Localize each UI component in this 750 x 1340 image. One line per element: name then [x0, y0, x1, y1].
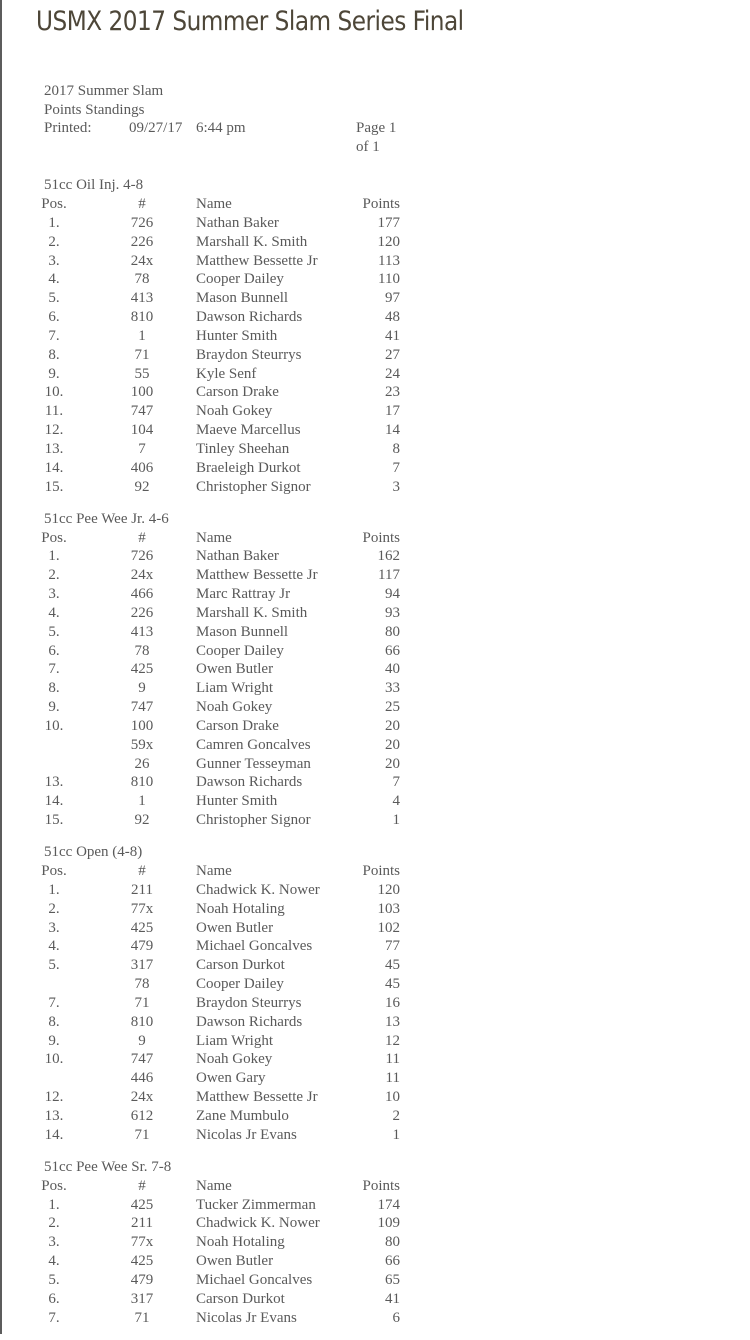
rider-number: 59x [130, 736, 154, 753]
rider-name: Christopher Signor [196, 478, 311, 495]
section-title: 51cc Open (4-8) [44, 844, 143, 860]
rider-number: 24x [130, 252, 154, 269]
rider-position: 1. [48, 214, 60, 231]
rider-points: 174 [377, 1196, 400, 1213]
rider-number: 726 [130, 548, 154, 565]
rider-points: 120 [377, 233, 400, 250]
rider-name: Michael Goncalves [196, 938, 313, 955]
rider-number: 413 [130, 623, 154, 640]
rider-name: Owen Butler [196, 1253, 274, 1270]
table-row [0, 881, 750, 900]
rider-number: 810 [130, 774, 154, 791]
rider-number: 226 [130, 233, 154, 250]
column-header-row [0, 529, 750, 548]
rider-name: Carson Drake [196, 384, 279, 401]
rider-name: Matthew Bessette Jr [196, 252, 318, 269]
rider-position: 4. [48, 271, 60, 288]
rider-number: 810 [130, 1013, 154, 1030]
rider-points: 93 [385, 604, 400, 621]
rider-name: Gunner Tesseyman [196, 755, 311, 772]
table-row [0, 1088, 750, 1107]
rider-points: 14 [385, 422, 400, 439]
rider-position: 4. [48, 1253, 60, 1270]
table-row [0, 736, 750, 755]
rider-position: 12. [44, 1089, 64, 1106]
rider-number: 612 [130, 1107, 154, 1124]
rider-points: 24 [385, 365, 400, 382]
table-row [0, 365, 750, 384]
rider-name: Nicolas Jr Evans [196, 1309, 297, 1326]
column-header-points: Points [362, 196, 400, 212]
rider-name: Noah Gokey [196, 403, 273, 420]
rider-points: 102 [377, 919, 400, 936]
table-row [0, 459, 750, 478]
rider-position: 6. [48, 1290, 60, 1307]
printed-label: Printed: [44, 120, 92, 137]
section-title: 51cc Pee Wee Sr. 7-8 [44, 1158, 172, 1175]
rider-position: 7. [48, 994, 60, 1011]
table-row [0, 327, 750, 346]
rider-position: 10. [44, 717, 64, 734]
rider-position: 8. [48, 680, 60, 697]
rider-name: Dawson Richards [196, 309, 303, 326]
rider-position: 10. [44, 384, 64, 401]
rider-position: 3. [48, 252, 60, 269]
rider-number: 92 [134, 812, 150, 829]
rider-number: 466 [130, 586, 154, 603]
table-row [0, 679, 750, 698]
page-title: USMX 2017 Summer Slam Series Final [36, 6, 464, 37]
rider-number: 425 [130, 1253, 154, 1270]
rider-number: 810 [130, 309, 154, 326]
rider-points: 41 [385, 327, 400, 344]
rider-name: Carson Durkot [196, 957, 285, 974]
rider-number: 78 [134, 976, 150, 993]
rider-number: 413 [130, 290, 154, 307]
table-row [0, 773, 750, 792]
rider-points: 17 [385, 403, 400, 420]
rider-name: Mason Bunnell [196, 290, 289, 307]
rider-points: 48 [385, 309, 400, 326]
rider-number: 55 [134, 365, 150, 382]
column-header-points: Points [362, 863, 400, 879]
column-header-name: Name [196, 196, 232, 212]
rider-position: 6. [48, 642, 60, 659]
rider-points: 12 [385, 1032, 400, 1049]
printed-date: 09/27/17 [129, 120, 183, 137]
rider-points: 117 [378, 567, 400, 584]
rider-number: 77x [130, 1234, 154, 1251]
rider-position: 5. [48, 623, 60, 640]
standings-list [0, 176, 750, 1340]
rider-name: Cooper Dailey [196, 271, 284, 288]
report-subtitle: Points Standings [44, 101, 145, 118]
rider-position: 15. [44, 478, 64, 495]
table-row [0, 937, 750, 956]
rider-points: 103 [377, 900, 400, 917]
rider-position: 8. [48, 346, 60, 363]
table-row [0, 547, 750, 566]
rider-position: 13. [44, 1107, 64, 1124]
standings-section [0, 843, 750, 1145]
rider-name: Hunter Smith [196, 793, 278, 810]
rider-points: 27 [385, 346, 400, 363]
rider-points: 94 [385, 586, 400, 603]
rider-name: Braydon Steurrys [196, 346, 302, 363]
column-header-name: Name [196, 1177, 232, 1194]
rider-position: 3. [48, 586, 60, 603]
table-row [0, 642, 750, 661]
table-row [0, 975, 750, 994]
printed-time: 6:44 pm [196, 120, 246, 137]
table-row [0, 1252, 750, 1271]
rider-number: 24x [130, 567, 154, 584]
rider-name: Marshall K. Smith [196, 233, 308, 250]
table-row [0, 660, 750, 679]
rider-number: 9 [138, 1032, 146, 1049]
table-row [0, 717, 750, 736]
table-row [0, 1032, 750, 1051]
rider-position: 5. [48, 1271, 60, 1288]
column-header-name: Name [196, 529, 232, 546]
table-row [0, 604, 750, 623]
column-header-number: # [138, 863, 146, 879]
rider-position: 1. [48, 548, 60, 565]
printed-line [44, 119, 404, 155]
rider-number: 211 [131, 1215, 153, 1232]
rider-position: 14. [44, 793, 64, 810]
rider-points: 80 [385, 1234, 400, 1251]
section-title: 51cc Oil Inj. 4-8 [44, 177, 144, 193]
rider-points: 33 [385, 680, 400, 697]
rider-position: 7. [48, 1309, 60, 1326]
rider-position: 5. [48, 290, 60, 307]
rider-number: 1 [138, 793, 146, 810]
table-row [0, 698, 750, 717]
table-row [0, 346, 750, 365]
rider-number: 747 [130, 403, 154, 420]
rider-points: 13 [385, 1013, 400, 1030]
rider-name: Michael Goncalves [196, 1271, 313, 1288]
table-row [0, 214, 750, 233]
rider-position: 11. [44, 403, 64, 420]
rider-position: 3. [48, 1234, 60, 1251]
rider-name: Tucker Zimmerman [196, 1196, 316, 1213]
rider-name: Owen Butler [196, 661, 274, 678]
rider-position: 2. [48, 900, 60, 917]
column-header-row [0, 862, 750, 881]
table-row [0, 1013, 750, 1032]
rider-name: Nathan Baker [196, 548, 279, 565]
column-header-pos: Pos. [41, 196, 67, 212]
table-row [0, 383, 750, 402]
table-row [0, 1214, 750, 1233]
table-row [0, 421, 750, 440]
rider-points: 40 [385, 661, 400, 678]
rider-points: 97 [385, 290, 400, 307]
rider-name: Cooper Dailey [196, 642, 284, 659]
rider-position: 9. [48, 1032, 60, 1049]
table-row [0, 308, 750, 327]
rider-points: 20 [385, 717, 400, 734]
rider-points: 3 [392, 478, 400, 495]
rider-name: Carson Durkot [196, 1290, 285, 1307]
table-row [0, 1271, 750, 1290]
rider-position: 2. [48, 1215, 60, 1232]
rider-points: 41 [385, 1290, 400, 1307]
rider-position: 14. [44, 1126, 64, 1143]
rider-points: 113 [378, 252, 400, 269]
table-row [0, 585, 750, 604]
rider-number: 92 [134, 478, 150, 495]
rider-name: Braeleigh Durkot [196, 459, 301, 476]
rider-points: 4 [392, 793, 400, 810]
page-number: Page 1 of 1 [356, 120, 397, 155]
rider-name: Marc Rattray Jr [196, 586, 291, 603]
rider-name: Braydon Steurrys [196, 994, 302, 1011]
table-row [0, 1107, 750, 1126]
rider-name: Kyle Senf [196, 365, 257, 382]
rider-points: 45 [385, 957, 400, 974]
rider-position: 5. [48, 957, 60, 974]
rider-number: 100 [130, 384, 154, 401]
table-row [0, 900, 750, 919]
table-row [0, 956, 750, 975]
table-row [0, 1069, 750, 1088]
rider-position: 7. [48, 661, 60, 678]
table-row [0, 755, 750, 774]
table-row [0, 478, 750, 497]
rider-name: Owen Gary [196, 1070, 266, 1087]
table-row [0, 1290, 750, 1309]
rider-points: 7 [392, 774, 400, 791]
rider-name: Matthew Bessette Jr [196, 567, 318, 584]
rider-points: 6 [392, 1309, 400, 1326]
rider-number: 317 [130, 1290, 154, 1307]
rider-points: 109 [377, 1215, 400, 1232]
rider-name: Mason Bunnell [196, 623, 289, 640]
table-row [0, 994, 750, 1013]
rider-name: Liam Wright [196, 1032, 274, 1049]
rider-number: 317 [130, 957, 154, 974]
rider-position: 15. [44, 812, 64, 829]
rider-points: 8 [392, 440, 400, 457]
rider-number: 78 [134, 271, 150, 288]
column-header-pos: Pos. [41, 863, 67, 879]
rider-points: 16 [385, 994, 400, 1011]
rider-points: 65 [385, 1271, 400, 1288]
column-header-pos: Pos. [41, 529, 67, 546]
rider-number: 747 [130, 699, 154, 716]
rider-name: Hunter Smith [196, 327, 278, 344]
rider-number: 26 [134, 755, 150, 772]
table-row [0, 811, 750, 830]
table-row [0, 289, 750, 308]
table-row [0, 566, 750, 585]
rider-name: Zane Mumbulo [196, 1107, 289, 1124]
rider-position: 2. [48, 567, 60, 584]
standings-section [0, 1158, 750, 1328]
column-header-points: Points [362, 1177, 400, 1194]
rider-name: Liam Wright [196, 680, 274, 697]
rider-name: Chadwick K. Nower [196, 1215, 320, 1232]
rider-number: 100 [130, 717, 154, 734]
table-row [0, 440, 750, 459]
rider-points: 162 [377, 548, 400, 565]
table-row [0, 270, 750, 289]
report-name: 2017 Summer Slam [44, 83, 164, 99]
rider-number: 726 [130, 214, 154, 231]
rider-points: 66 [385, 642, 400, 659]
column-header-points: Points [362, 529, 400, 546]
rider-name: Noah Hotaling [196, 900, 285, 917]
rider-position: 1. [48, 881, 60, 898]
rider-name: Nathan Baker [196, 214, 279, 231]
rider-points: 10 [385, 1089, 400, 1106]
rider-number: 446 [130, 1070, 154, 1087]
column-header-number: # [138, 1177, 146, 1194]
rider-number: 747 [130, 1051, 154, 1068]
rider-points: 2 [392, 1107, 400, 1124]
rider-points: 20 [385, 755, 400, 772]
standings-section [0, 176, 750, 497]
rider-position: 4. [48, 604, 60, 621]
rider-position: 9. [48, 699, 60, 716]
rider-position: 13. [44, 440, 64, 457]
table-row [0, 792, 750, 811]
table-row [0, 252, 750, 271]
table-row [0, 623, 750, 642]
rider-points: 7 [392, 459, 400, 476]
rider-points: 11 [385, 1051, 400, 1068]
rider-number: 406 [130, 459, 154, 476]
rider-name: Cooper Dailey [196, 976, 284, 993]
rider-points: 45 [385, 976, 400, 993]
rider-position: 1. [48, 1196, 60, 1213]
rider-name: Dawson Richards [196, 1013, 303, 1030]
column-header-number: # [138, 529, 146, 546]
rider-name: Noah Hotaling [196, 1234, 285, 1251]
rider-number: 1 [138, 327, 146, 344]
rider-position: 10. [44, 1051, 64, 1068]
rider-points: 1 [392, 812, 400, 829]
table-row [0, 1050, 750, 1069]
rider-points: 23 [385, 384, 400, 401]
table-row [0, 919, 750, 938]
rider-points: 11 [385, 1070, 400, 1087]
rider-position: 14. [44, 459, 64, 476]
rider-name: Nicolas Jr Evans [196, 1126, 297, 1143]
rider-name: Carson Drake [196, 717, 279, 734]
column-header-row [0, 1177, 750, 1196]
rider-name: Marshall K. Smith [196, 604, 308, 621]
rider-points: 20 [385, 736, 400, 753]
rider-position: 6. [48, 309, 60, 326]
rider-name: Chadwick K. Nower [196, 881, 320, 898]
column-header-row [0, 195, 750, 214]
rider-position: 4. [48, 938, 60, 955]
rider-points: 77 [385, 938, 400, 955]
rider-number: 71 [134, 1309, 150, 1326]
rider-name: Noah Gokey [196, 1051, 273, 1068]
rider-points: 80 [385, 623, 400, 640]
column-header-pos: Pos. [41, 1177, 67, 1194]
rider-number: 211 [131, 881, 153, 898]
column-header-number: # [138, 196, 146, 212]
rider-name: Christopher Signor [196, 812, 311, 829]
rider-number: 78 [134, 642, 150, 659]
rider-number: 425 [130, 919, 154, 936]
rider-position: 13. [44, 774, 64, 791]
rider-points: 1 [392, 1126, 400, 1143]
rider-position: 8. [48, 1013, 60, 1030]
rider-number: 71 [134, 346, 150, 363]
rider-name: Noah Gokey [196, 699, 273, 716]
rider-points: 120 [377, 881, 400, 898]
rider-points: 177 [377, 214, 400, 231]
report-header [44, 82, 404, 155]
rider-number: 7 [138, 440, 146, 457]
rider-position: 9. [48, 365, 60, 382]
rider-number: 425 [130, 661, 154, 678]
rider-name: Matthew Bessette Jr [196, 1089, 318, 1106]
rider-name: Camren Goncalves [196, 736, 311, 753]
rider-name: Dawson Richards [196, 774, 303, 791]
rider-number: 77x [130, 900, 154, 917]
rider-number: 479 [130, 938, 154, 955]
table-row [0, 1233, 750, 1252]
rider-name: Owen Butler [196, 919, 274, 936]
rider-number: 71 [134, 1126, 150, 1143]
rider-points: 25 [385, 699, 400, 716]
section-title: 51cc Pee Wee Jr. 4-6 [44, 510, 169, 527]
rider-number: 226 [130, 604, 154, 621]
rider-number: 104 [130, 422, 154, 439]
rider-position: 12. [44, 422, 64, 439]
rider-position: 3. [48, 919, 60, 936]
rider-number: 479 [130, 1271, 154, 1288]
rider-name: Maeve Marcellus [196, 422, 301, 439]
table-row [0, 233, 750, 252]
rider-number: 24x [130, 1089, 154, 1106]
table-row [0, 1309, 750, 1328]
rider-number: 425 [130, 1196, 154, 1213]
rider-number: 9 [138, 680, 146, 697]
table-row [0, 1196, 750, 1215]
rider-points: 66 [385, 1253, 400, 1270]
table-row [0, 1126, 750, 1145]
column-header-name: Name [196, 863, 232, 879]
table-row [0, 402, 750, 421]
rider-position: 2. [48, 233, 60, 250]
rider-name: Tinley Sheehan [196, 440, 290, 457]
rider-number: 71 [134, 994, 150, 1011]
rider-position: 7. [48, 327, 60, 344]
rider-points: 110 [378, 271, 400, 288]
standings-section [0, 510, 750, 831]
